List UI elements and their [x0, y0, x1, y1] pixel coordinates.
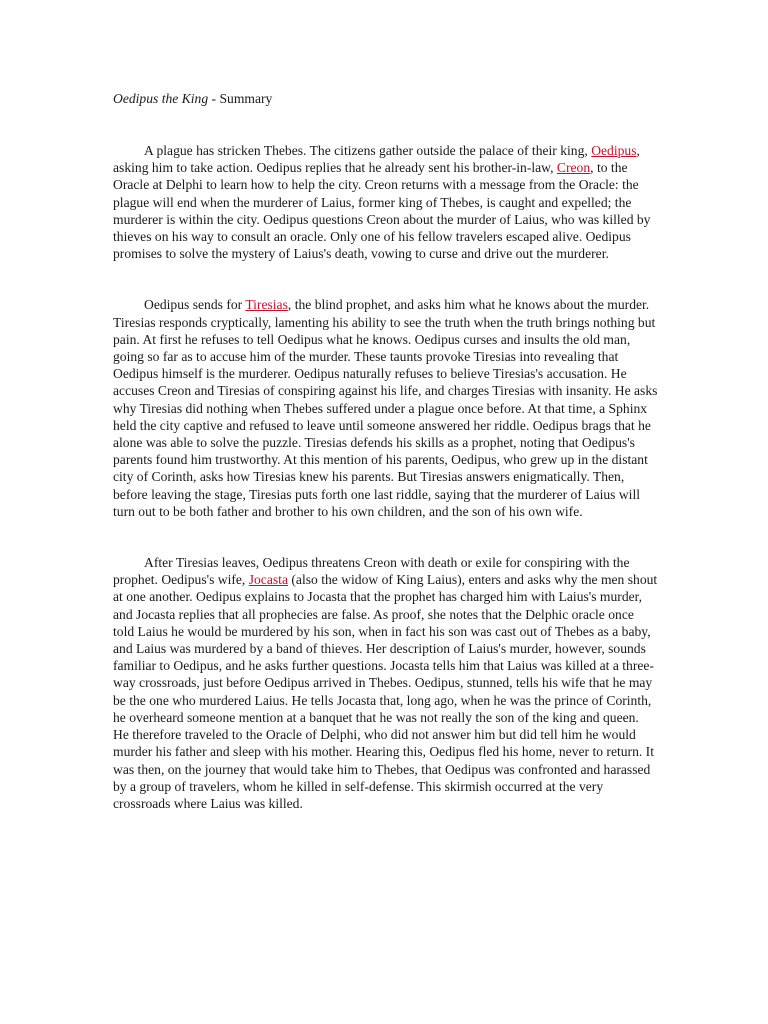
- document-page: [113, 90, 658, 812]
- paragraph-text: Oedipus sends for: [144, 297, 246, 313]
- document-title: [113, 90, 658, 108]
- title-italic: Oedipus the King: [113, 91, 209, 106]
- link-tiresias[interactable]: Tiresias: [245, 297, 288, 313]
- link-oedipus[interactable]: Oedipus: [591, 143, 637, 158]
- paragraph-1: [113, 142, 658, 262]
- paragraph-text: (also the widow of King Laius), enters and asks why the men shout at one another. Oedipus explains to Jocasta that the prophet has charged him with Laius's murder, and Jocasta replies that all prophecies are false. As proof, she notes that the Delphic oracle once told Laius he would be murdered by his son, when in fact his son was cast out of Thebes as a baby, and Laius was murdered by a band of thieves. Her description of Laius's murder, however, sounds familiar to Oedipus, and he asks further questions. Jocasta tells him that Laius was killed at a three-way crossroads, just before Oedipus arrived in Thebes. Oedipus, stunned, tells his wife that he may be the one who murdered Laius. He tells Jocasta that, long ago, when he was the prince of Corinth, he overheard someone mention at a banquet that he was not really the son of the king and queen. He therefore traveled to the Oracle of Delphi, who did not answer him but did tell him he would murder his father and sleep with his mother. Hearing this, Oedipus fled his home, never to return. It was then, on the journey that would take him to Thebes, that Oedipus was confronted and harassed by a group of travelers, whom he killed in self-defense. This skirmish occurred at the very crossroads where Laius was killed.: [113, 572, 658, 811]
- paragraph-2: [113, 296, 658, 520]
- link-jocasta[interactable]: Jocasta: [248, 572, 288, 588]
- paragraph-3: [113, 554, 658, 812]
- title-rest: - Summary: [208, 91, 273, 106]
- paragraph-text: , the blind prophet, and asks him what he knows about the murder. Tiresias responds cryptically, lamenting his ability to see the truth when the truth brings nothing but pain. At first he refuses to tell Oedipus what he knows. Oedipus curses and insults the old man, going so far as to accuse him of the murder. These taunts provoke Tiresias into revealing that Oedipus himself is the murderer. Oedipus naturally refuses to believe Tiresias's accusation. He accuses Creon and Tiresias of conspiring against his life, and charges Tiresias with insanity. He asks why Tiresias did nothing when Thebes suffered under a plague once before. At that time, a Sphinx held the city captive and refused to leave until someone answered her riddle. Oedipus brags that he alone was able to solve the puzzle. Tiresias defends his skills as a prophet, noting that Oedipus's parents found him trustworthy. At this mention of his parents, Oedipus, who grew up in the distant city of Corinth, asks how Tiresias knew his parents. But Tiresias answers enigmatically. Then, before leaving the stage, Tiresias puts forth one last riddle, saying that the murderer of Laius will turn out to be both father and brother to his own children, and the son of his own wife.: [113, 297, 658, 519]
- paragraph-text: A plague has stricken Thebes. The citizens gather outside the palace of their king,: [144, 143, 592, 158]
- paragraph-text: After Tiresias leaves, Oedipus threatens Creon with death or exile for conspiring with the prophet. Oedipus's wife,: [113, 555, 630, 588]
- paragraph-text: , to the Oracle at Delphi to learn how to help the city. Creon returns with a message from the Oracle: the plague will end when the murderer of Laius, former king of Thebes, is caught and expelled; the murderer is within the city. Oedipus questions Creon about the murder of Laius, who was killed by thieves on his way to consult an oracle. Only one of his fellow travelers escaped alive. Oedipus promises to solve the mystery of Laius's death, vowing to curse and drive out the murderer.: [113, 160, 651, 262]
- link-creon[interactable]: Creon: [556, 160, 591, 176]
- paragraph-text: , asking him to take action. Oedipus replies that he already sent his brother-in-law,: [113, 143, 640, 176]
